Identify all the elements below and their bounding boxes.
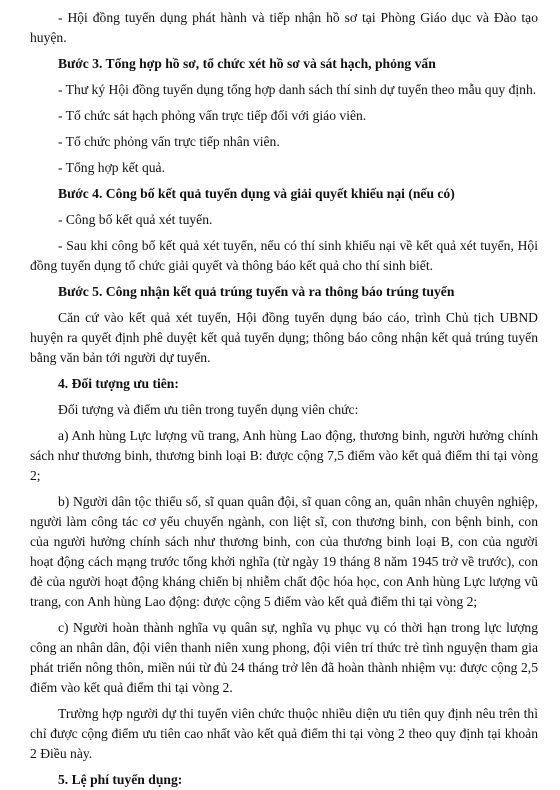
heading-doi-tuong-uu-tien: 4. Đối tượng ưu tiên: bbox=[58, 376, 179, 391]
paragraph-muc-b: b) Người dân tộc thiểu số, sĩ quan quân đội, sĩ quan công an, quân nhân chuyên nghiệp, người làm công tác cơ yếu chuyển ngành, con liệt sĩ, con thương binh, con bệnh binh, con của người hưởng chính sách như thương binh, con của thương binh loại B, con của người hoạt động cách mạng trước tổng khởi nghĩa (từ ngày 19 tháng 8 năm 1945 trở về trước), con đẻ của người hoạt động kháng chiến bị nhiễm chất độc hóa học, con Anh hùng Lực lượng vũ trang, con Anh hùng Lao động: được cộng 5 điểm vào kết quả điểm thi tại vòng 2; bbox=[30, 494, 538, 609]
paragraph-tong-hop-ket-qua: - Tổng hợp kết quả. bbox=[58, 160, 165, 175]
heading-buoc-5: Bước 5. Công nhận kết quả trúng tuyển và ra thông báo trúng tuyển bbox=[58, 284, 455, 299]
paragraph-nhieu-dien-uu-tien: Trường hợp người dự thi tuyển viên chức thuộc nhiều diện ưu tiên quy định nêu trên thì chỉ được cộng điểm ưu tiên cao nhất vào kết quả điểm thi tại vòng 2 theo quy định tại khoản 2 Điều này. bbox=[30, 706, 538, 761]
paragraph-thu-ky: - Thư ký Hội đồng tuyển dụng tổng hợp danh sách thí sinh dự tuyển theo mẫu quy định. bbox=[58, 82, 537, 97]
paragraph-can-cu: Căn cứ vào kết quả xét tuyển, Hội đồng tuyển dụng báo cáo, trình Chủ tịch UBND huyện ra quyết định phê duyệt kết quả tuyển dụng; thông báo công nhận kết quả trúng tuyển bằng văn bản tới người dự tuyển. bbox=[30, 310, 538, 365]
paragraph-doi-tuong-diem: Đối tượng và điểm ưu tiên trong tuyển dụng viên chức: bbox=[58, 402, 359, 417]
heading-le-phi: 5. Lệ phí tuyển dụng: bbox=[58, 772, 183, 787]
paragraph-hoso-phathanh: - Hội đồng tuyển dụng phát hành và tiếp nhận hồ sơ tại Phòng Giáo dục và Đào tạo huyện. bbox=[30, 10, 538, 45]
paragraph-sat-hach-giao-vien: - Tổ chức sát hạch phỏng vấn trực tiếp đối với giáo viên. bbox=[58, 108, 367, 123]
heading-buoc-4: Bước 4. Công bố kết quả tuyển dụng và giải quyết khiếu nại (nếu có) bbox=[58, 186, 455, 201]
paragraph-muc-a: a) Anh hùng Lực lượng vũ trang, Anh hùng Lao động, thương binh, người hưởng chính sách như thương binh, thương binh loại B: được cộng 7,5 điểm vào kết quả điểm thi tại vòng 2; bbox=[30, 428, 538, 483]
paragraph-muc-c: c) Người hoàn thành nghĩa vụ quân sự, nghĩa vụ phục vụ có thời hạn trong lực lượng công an nhân dân, đội viên thanh niên xung phong, đội viên trí thức trẻ tình nguyện tham gia phát triển nông thôn, miền núi từ đủ 24 tháng trở lên đã hoàn thành nhiệm vụ: được cộng 2,5 điểm vào kết quả điểm thi tại vòng 2. bbox=[30, 620, 538, 695]
heading-buoc-3: Bước 3. Tổng hợp hồ sơ, tổ chức xét hồ sơ và sát hạch, phỏng vấn bbox=[58, 56, 436, 71]
paragraph-khieu-nai: - Sau khi công bố kết quả xét tuyển, nếu có thí sinh khiếu nại về kết quả xét tuyển, Hội đồng tuyển dụng tổ chức giải quyết và thông báo kết quả cho thí sinh biết. bbox=[30, 238, 538, 273]
paragraph-phong-van-nhan-vien: - Tổ chức phỏng vấn trực tiếp nhân viên. bbox=[58, 134, 280, 149]
paragraph-cong-bo-ket-qua: - Công bố kết quả xét tuyển. bbox=[58, 212, 213, 227]
